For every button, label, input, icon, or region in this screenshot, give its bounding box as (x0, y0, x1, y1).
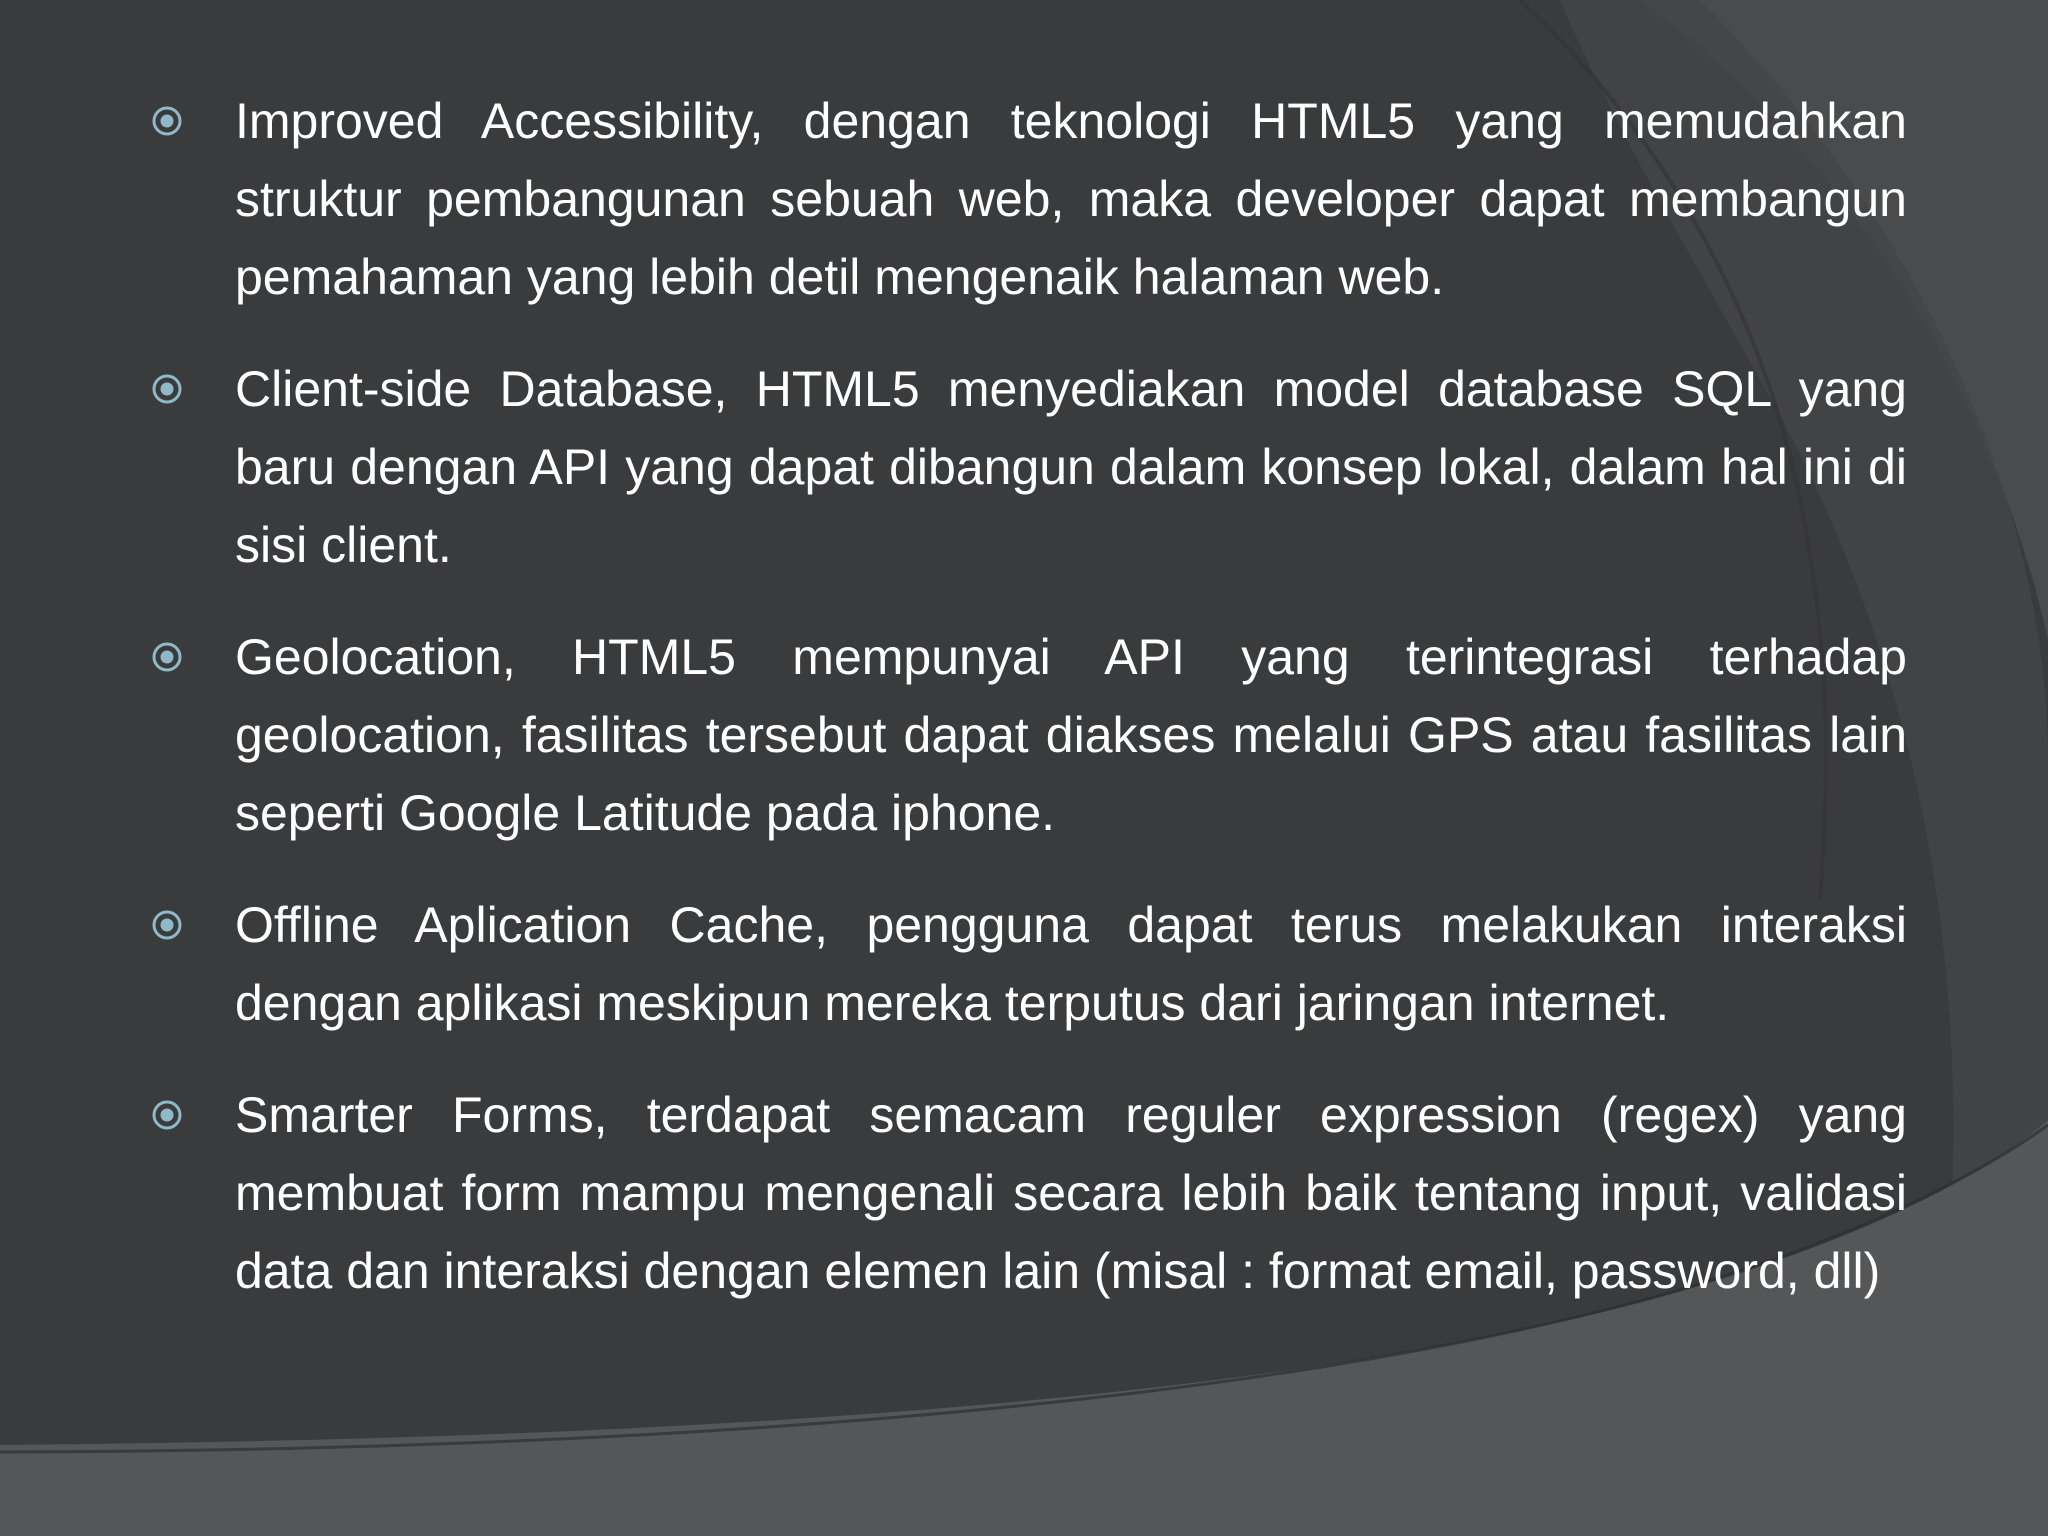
bullet-text: Offline Aplication Cache, pengguna dapat terus melakukan interaksi dengan aplikasi meskipun mereka terputus dari jaringan internet. (235, 897, 1907, 1031)
circle-dot-icon (150, 640, 184, 674)
list-item (150, 886, 1907, 1042)
circle-dot-icon (150, 1098, 184, 1132)
circle-dot-icon (150, 908, 184, 942)
bullet-text: Client-side Database, HTML5 menyediakan model database SQL yang baru dengan API yang dapat dibangun dalam konsep lokal, dalam hal ini di sisi client. (235, 361, 1907, 573)
bullet-text: Geolocation, HTML5 mempunyai API yang terintegrasi terhadap geolocation, fasilitas tersebut dapat diakses melalui GPS atau fasilitas lain seperti Google Latitude pada iphone. (235, 629, 1907, 841)
bullet-list (150, 82, 1907, 1344)
list-item (150, 618, 1907, 852)
bullet-text: Smarter Forms, terdapat semacam reguler expression (regex) yang membuat form mampu mengenali secara lebih baik tentang input, validasi data dan interaksi dengan elemen lain (misal : format email, password, dll) (235, 1087, 1907, 1299)
list-item (150, 82, 1907, 316)
list-item (150, 1076, 1907, 1310)
bullet-text: Improved Accessibility, dengan teknologi HTML5 yang memudahkan struktur pembangunan sebuah web, maka developer dapat membangun pemahaman yang lebih detil mengenaik halaman web. (235, 93, 1907, 305)
circle-dot-icon (150, 372, 184, 406)
list-item (150, 350, 1907, 584)
circle-dot-icon (150, 104, 184, 138)
